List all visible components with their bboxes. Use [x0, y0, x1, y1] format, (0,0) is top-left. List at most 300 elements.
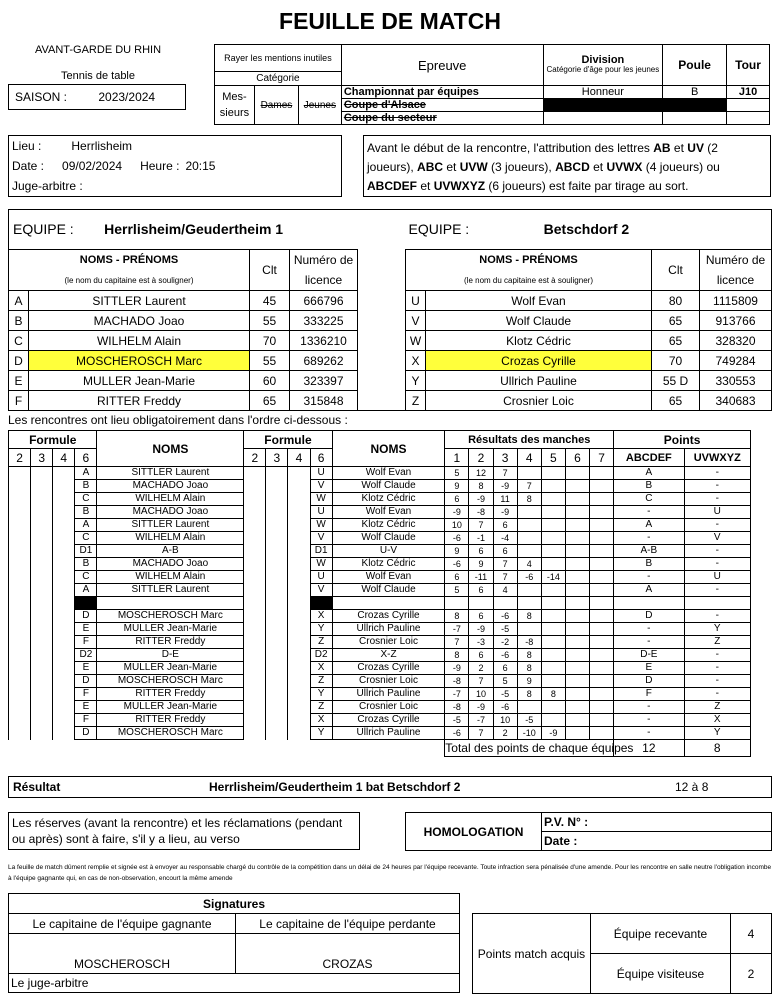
- manche-score: -9: [469, 701, 493, 714]
- player-name: Wolf Claude: [426, 311, 652, 331]
- formule-cell: [53, 558, 75, 571]
- player-name: RITTER Freddy: [29, 391, 250, 411]
- manche-score: 8: [469, 480, 493, 493]
- resultats-label: Résultats des manches: [445, 431, 614, 449]
- points-away: -: [684, 649, 750, 662]
- pts-home-label: ABCDEF: [614, 449, 684, 467]
- formule-cell: [53, 701, 75, 714]
- points-away: U: [684, 571, 750, 584]
- formule-cell: [31, 649, 53, 662]
- manche-score: 6: [493, 519, 517, 532]
- loser-captain-name: CROZAS: [236, 934, 460, 974]
- lieu-value: Herrlisheim: [71, 139, 133, 153]
- order-note: Les rencontres ont lieu obligatoirement dans l'ordre ci-dessous :: [8, 413, 348, 427]
- formule-col: 6: [310, 449, 332, 467]
- manche-score: [590, 519, 614, 532]
- away-player: Klotz Cédric: [332, 493, 445, 506]
- points-away: -: [684, 480, 750, 493]
- division-label: Division: [581, 54, 625, 66]
- formule-cell: [9, 701, 31, 714]
- away-player: Crozas Cyrille: [332, 610, 445, 623]
- formule-col: 4: [53, 449, 75, 467]
- player-name: WILHELM Alain: [29, 331, 250, 351]
- away-letter: U: [310, 506, 332, 519]
- manche-score: 7: [493, 571, 517, 584]
- match-row: [9, 480, 751, 493]
- points-away: -: [684, 610, 750, 623]
- manche-score: 7: [445, 636, 469, 649]
- manche-score: 2: [493, 727, 517, 740]
- notice-text: (4 joueurs) ou: [642, 160, 720, 174]
- manche-score: 4: [493, 584, 517, 597]
- manche-score: [565, 506, 589, 519]
- manche-score: -8: [517, 636, 541, 649]
- formule-cell: [244, 714, 266, 727]
- home-player: WILHELM Alain: [97, 571, 244, 584]
- home-player: [97, 597, 244, 610]
- manche-score: 7: [469, 727, 493, 740]
- manche-score: 7: [469, 675, 493, 688]
- manche-score: [517, 532, 541, 545]
- formule-cell: [31, 727, 53, 740]
- manche-score: -6: [445, 558, 469, 571]
- player-letter: A: [9, 291, 29, 311]
- formule-cell: [9, 480, 31, 493]
- home-points-value: 4: [731, 914, 772, 954]
- manche-score: 6: [445, 493, 469, 506]
- player-licence: 315848: [290, 391, 358, 411]
- noms-label: NOMS - PRÉNOMS: [9, 250, 250, 271]
- away-player: Klotz Cédric: [332, 558, 445, 571]
- player-letter: C: [9, 331, 29, 351]
- formule-cell: [288, 571, 310, 584]
- manche-score: 8: [517, 493, 541, 506]
- manche-score: [590, 649, 614, 662]
- formule-cell: [31, 571, 53, 584]
- player-name: Crosnier Loic: [426, 391, 652, 411]
- match-row: [9, 675, 751, 688]
- manche-score: [565, 532, 589, 545]
- away-letter: W: [310, 519, 332, 532]
- formule-cell: [266, 662, 288, 675]
- page-title: FEUILLE DE MATCH: [279, 8, 501, 34]
- home-player: MULLER Jean-Marie: [97, 623, 244, 636]
- manche-score: -7: [445, 623, 469, 636]
- loser-captain-label: Le capitaine de l'équipe perdante: [236, 914, 460, 934]
- manche-col: 6: [565, 449, 589, 467]
- points-label: Points: [614, 431, 751, 449]
- away-player: Wolf Evan: [332, 571, 445, 584]
- formule-cell: [31, 532, 53, 545]
- player-letter: Z: [406, 391, 426, 411]
- player-letter: B: [9, 311, 29, 331]
- manche-score: -9: [469, 493, 493, 506]
- clt-label: Clt: [250, 250, 290, 291]
- points-away: U: [684, 506, 750, 519]
- capitaine-note: (le nom du capitaine est à souligner): [9, 271, 250, 291]
- formule-cell: [244, 727, 266, 740]
- formule-cell: [288, 597, 310, 610]
- formule-cell: [9, 649, 31, 662]
- manche-score: [590, 571, 614, 584]
- player-clt: 65: [652, 331, 700, 351]
- away-letter: X: [310, 610, 332, 623]
- manche-score: 7: [493, 467, 517, 480]
- home-letter: F: [75, 636, 97, 649]
- match-row: [9, 610, 751, 623]
- formule-cell: [31, 623, 53, 636]
- season-value: 2023/2024: [98, 90, 156, 104]
- formule-cell: [244, 532, 266, 545]
- total-label: Total des points de chaque équipes: [445, 741, 634, 755]
- home-player: WILHELM Alain: [97, 532, 244, 545]
- player-row: [406, 311, 772, 331]
- home-player: SITTLER Laurent: [97, 467, 244, 480]
- match-row: [9, 493, 751, 506]
- away-letter: U: [310, 467, 332, 480]
- player-row: [9, 351, 358, 371]
- player-licence: 328320: [700, 331, 772, 351]
- formule-cell: [9, 662, 31, 675]
- formule-cell: [288, 701, 310, 714]
- formule-cell: [31, 662, 53, 675]
- away-team-name: Betschdorf 2: [543, 220, 630, 237]
- player-name: MACHADO Joao: [29, 311, 250, 331]
- draw-notice: [363, 135, 771, 197]
- match-row: [9, 532, 751, 545]
- epreuve-championnat: Championnat par équipes: [341, 86, 543, 99]
- home-player: MULLER Jean-Marie: [97, 662, 244, 675]
- formule-cell: [266, 597, 288, 610]
- points-away: -: [684, 545, 750, 558]
- points-home: D: [614, 675, 684, 688]
- away-letter: U: [310, 571, 332, 584]
- manche-col: 2: [469, 449, 493, 467]
- player-clt: 80: [652, 291, 700, 311]
- player-row: [406, 371, 772, 391]
- manche-score: [541, 701, 565, 714]
- formule-cell: [288, 727, 310, 740]
- epreuve-label: Epreuve: [341, 45, 543, 86]
- formule-cell: [244, 662, 266, 675]
- manche-score: [517, 519, 541, 532]
- home-team-name: Herrlisheim/Geudertheim 1: [104, 220, 284, 237]
- formule-cell: [53, 480, 75, 493]
- cat-jeunes: Jeunes: [298, 86, 341, 125]
- formule-cell: [31, 701, 53, 714]
- formule-cell: [9, 545, 31, 558]
- points-away: -: [684, 688, 750, 701]
- player-clt: 65: [250, 391, 290, 411]
- home-letter: D: [75, 727, 97, 740]
- away-player: Klotz Cédric: [332, 519, 445, 532]
- formule-cell: [244, 623, 266, 636]
- formule-cell: [288, 584, 310, 597]
- notice-text: (6 joueurs) est faite par tirage au sort.: [485, 179, 689, 193]
- manche-score: [517, 701, 541, 714]
- tour-value: J10: [727, 86, 770, 99]
- away-letter: Y: [310, 688, 332, 701]
- manche-score: [590, 493, 614, 506]
- away-player: Crozas Cyrille: [332, 714, 445, 727]
- manche-score: -9: [445, 662, 469, 675]
- manche-score: -6: [493, 649, 517, 662]
- notice-et: et: [443, 160, 460, 174]
- notice-abc: ABC: [417, 160, 444, 174]
- manche-score: 10: [445, 519, 469, 532]
- manche-score: -7: [445, 688, 469, 701]
- formule-cell: [244, 519, 266, 532]
- formule-cell: [266, 649, 288, 662]
- points-home: F: [614, 688, 684, 701]
- match-row: [9, 714, 751, 727]
- away-player: [332, 597, 445, 610]
- manche-score: [517, 584, 541, 597]
- match-row: [9, 662, 751, 675]
- formule-cell: [288, 714, 310, 727]
- player-letter: V: [406, 311, 426, 331]
- manche-score: [541, 493, 565, 506]
- points-home: [614, 597, 684, 610]
- result-text: Herrlisheim/Geudertheim 1 bat Betschdorf 2: [209, 780, 461, 794]
- manche-score: [590, 584, 614, 597]
- player-row: [406, 331, 772, 351]
- rayer-label: Rayer les mentions inutiles: [215, 45, 342, 72]
- equipe-label: EQUIPE :: [408, 220, 470, 237]
- formule-cell: [31, 636, 53, 649]
- points-match-label: Points match acquis: [473, 914, 591, 994]
- manche-score: -5: [517, 714, 541, 727]
- home-player: MOSCHEROSCH Marc: [97, 675, 244, 688]
- manche-score: [565, 688, 589, 701]
- manche-score: -8: [469, 506, 493, 519]
- player-clt: 60: [250, 371, 290, 391]
- manche-score: 6: [493, 545, 517, 558]
- formule-cell: [9, 714, 31, 727]
- home-player: RITTER Freddy: [97, 636, 244, 649]
- points-home: A-B: [614, 545, 684, 558]
- formule-cell: [9, 467, 31, 480]
- formule-cell: [53, 649, 75, 662]
- player-licence: 689262: [290, 351, 358, 371]
- away-player: U-V: [332, 545, 445, 558]
- total-home: 12: [614, 740, 684, 757]
- formule-cell: [244, 701, 266, 714]
- player-letter: Y: [406, 371, 426, 391]
- sport-name: Tennis de table: [61, 70, 135, 82]
- away-letter: D1: [310, 545, 332, 558]
- manche-score: 9: [517, 675, 541, 688]
- player-clt: 55 D: [652, 371, 700, 391]
- formule-cell: [266, 493, 288, 506]
- manche-score: -2: [493, 636, 517, 649]
- formule-cell: [266, 506, 288, 519]
- notice-et: et: [670, 141, 688, 155]
- formule-cell: [266, 558, 288, 571]
- epreuve-coupe-alsace: Coupe d'Alsace: [341, 99, 543, 112]
- noms-header: NOMS: [332, 431, 445, 467]
- manche-score: -5: [493, 688, 517, 701]
- formule-cell: [288, 662, 310, 675]
- manche-score: [565, 675, 589, 688]
- home-letter: D2: [75, 649, 97, 662]
- player-name: SITTLER Laurent: [29, 291, 250, 311]
- points-home: D: [614, 610, 684, 623]
- formule-cell: [53, 714, 75, 727]
- manche-score: [541, 662, 565, 675]
- manche-score: [590, 545, 614, 558]
- manche-score: -8: [445, 675, 469, 688]
- formule-cell: [266, 467, 288, 480]
- match-row: [9, 519, 751, 532]
- formule-cell: [53, 636, 75, 649]
- player-letter: U: [406, 291, 426, 311]
- formule-cell: [53, 493, 75, 506]
- manche-score: 12: [469, 467, 493, 480]
- manche-score: [469, 597, 493, 610]
- points-away: Y: [684, 623, 750, 636]
- manche-score: [590, 532, 614, 545]
- formule-cell: [31, 493, 53, 506]
- manche-score: [590, 610, 614, 623]
- formule-cell: [9, 519, 31, 532]
- away-letter: [310, 597, 332, 610]
- formule-cell: [53, 545, 75, 558]
- manche-score: [590, 597, 614, 610]
- formule-cell: [31, 467, 53, 480]
- home-letter: D: [75, 675, 97, 688]
- points-away: -: [684, 584, 750, 597]
- away-letter: X: [310, 714, 332, 727]
- formule-cell: [266, 727, 288, 740]
- manche-score: 6: [445, 571, 469, 584]
- manche-score: 6: [469, 610, 493, 623]
- formule-cell: [53, 662, 75, 675]
- manche-score: -7: [469, 714, 493, 727]
- manche-score: [590, 558, 614, 571]
- points-home: C: [614, 493, 684, 506]
- division-header: [543, 45, 663, 86]
- match-row: [9, 701, 751, 714]
- manche-col: 4: [517, 449, 541, 467]
- formule-cell: [9, 727, 31, 740]
- home-player: MACHADO Joao: [97, 506, 244, 519]
- points-away: -: [684, 675, 750, 688]
- manche-score: 8: [517, 688, 541, 701]
- manche-score: 5: [445, 467, 469, 480]
- formule-cell: [9, 584, 31, 597]
- formule-col: 2: [244, 449, 266, 467]
- home-player: A-B: [97, 545, 244, 558]
- manche-score: 10: [493, 714, 517, 727]
- manche-score: -14: [541, 571, 565, 584]
- home-letter: A: [75, 467, 97, 480]
- player-row: [9, 291, 358, 311]
- formule-cell: [9, 623, 31, 636]
- manche-score: [565, 727, 589, 740]
- match-row: [9, 467, 751, 480]
- total-row: [9, 740, 751, 757]
- manche-score: 5: [493, 675, 517, 688]
- manche-score: -1: [469, 532, 493, 545]
- home-letter: B: [75, 480, 97, 493]
- formule-col: 2: [9, 449, 31, 467]
- match-row: [9, 584, 751, 597]
- player-licence: 333225: [290, 311, 358, 331]
- manche-score: [590, 662, 614, 675]
- away-points-value: 2: [731, 954, 772, 994]
- competition-table: [214, 44, 770, 125]
- formule-cell: [9, 610, 31, 623]
- points-home: -: [614, 727, 684, 740]
- formule-cell: [244, 558, 266, 571]
- categorie-label: Catégorie: [215, 72, 342, 86]
- home-letter: C: [75, 493, 97, 506]
- manche-score: [565, 584, 589, 597]
- manche-score: -6: [493, 610, 517, 623]
- formule-cell: [288, 688, 310, 701]
- points-away: Y: [684, 727, 750, 740]
- formule-cell: [31, 714, 53, 727]
- formule-cell: [53, 584, 75, 597]
- player-clt: 65: [652, 391, 700, 411]
- manche-score: 8: [445, 649, 469, 662]
- manche-score: [590, 480, 614, 493]
- player-letter: W: [406, 331, 426, 351]
- manche-score: 6: [493, 662, 517, 675]
- formule-cell: [288, 480, 310, 493]
- manche-score: [590, 688, 614, 701]
- noms-label: NOMS - PRÉNOMS: [406, 250, 652, 271]
- manche-score: [590, 467, 614, 480]
- away-letter: X: [310, 662, 332, 675]
- away-letter: Y: [310, 623, 332, 636]
- formule-cell: [53, 506, 75, 519]
- formule-col: 3: [266, 449, 288, 467]
- manche-score: [541, 545, 565, 558]
- date-label: Date :: [12, 159, 45, 173]
- manche-score: 7: [493, 558, 517, 571]
- manche-score: [565, 597, 589, 610]
- home-letter: D: [75, 610, 97, 623]
- points-match-table: [472, 913, 772, 994]
- result-box: [8, 776, 772, 798]
- home-letter: F: [75, 714, 97, 727]
- manche-score: [565, 571, 589, 584]
- manche-score: 7: [469, 519, 493, 532]
- manche-score: -4: [493, 532, 517, 545]
- manche-score: [541, 649, 565, 662]
- homologation-table: [405, 812, 772, 851]
- home-letter: B: [75, 558, 97, 571]
- home-player: RITTER Freddy: [97, 714, 244, 727]
- player-clt: 45: [250, 291, 290, 311]
- player-row: [9, 371, 358, 391]
- manche-score: [565, 545, 589, 558]
- player-licence: 340683: [700, 391, 772, 411]
- signatures-label: Signatures: [9, 894, 460, 914]
- home-team-header: [9, 210, 358, 250]
- player-licence: 666796: [290, 291, 358, 311]
- home-letter: A: [75, 584, 97, 597]
- manche-score: -6: [493, 701, 517, 714]
- manche-score: -9: [469, 623, 493, 636]
- manche-score: 9: [469, 558, 493, 571]
- player-name: Crozas Cyrille: [426, 351, 652, 371]
- signatures-table: [8, 893, 460, 993]
- away-player: Ullrich Pauline: [332, 727, 445, 740]
- away-letter: D2: [310, 649, 332, 662]
